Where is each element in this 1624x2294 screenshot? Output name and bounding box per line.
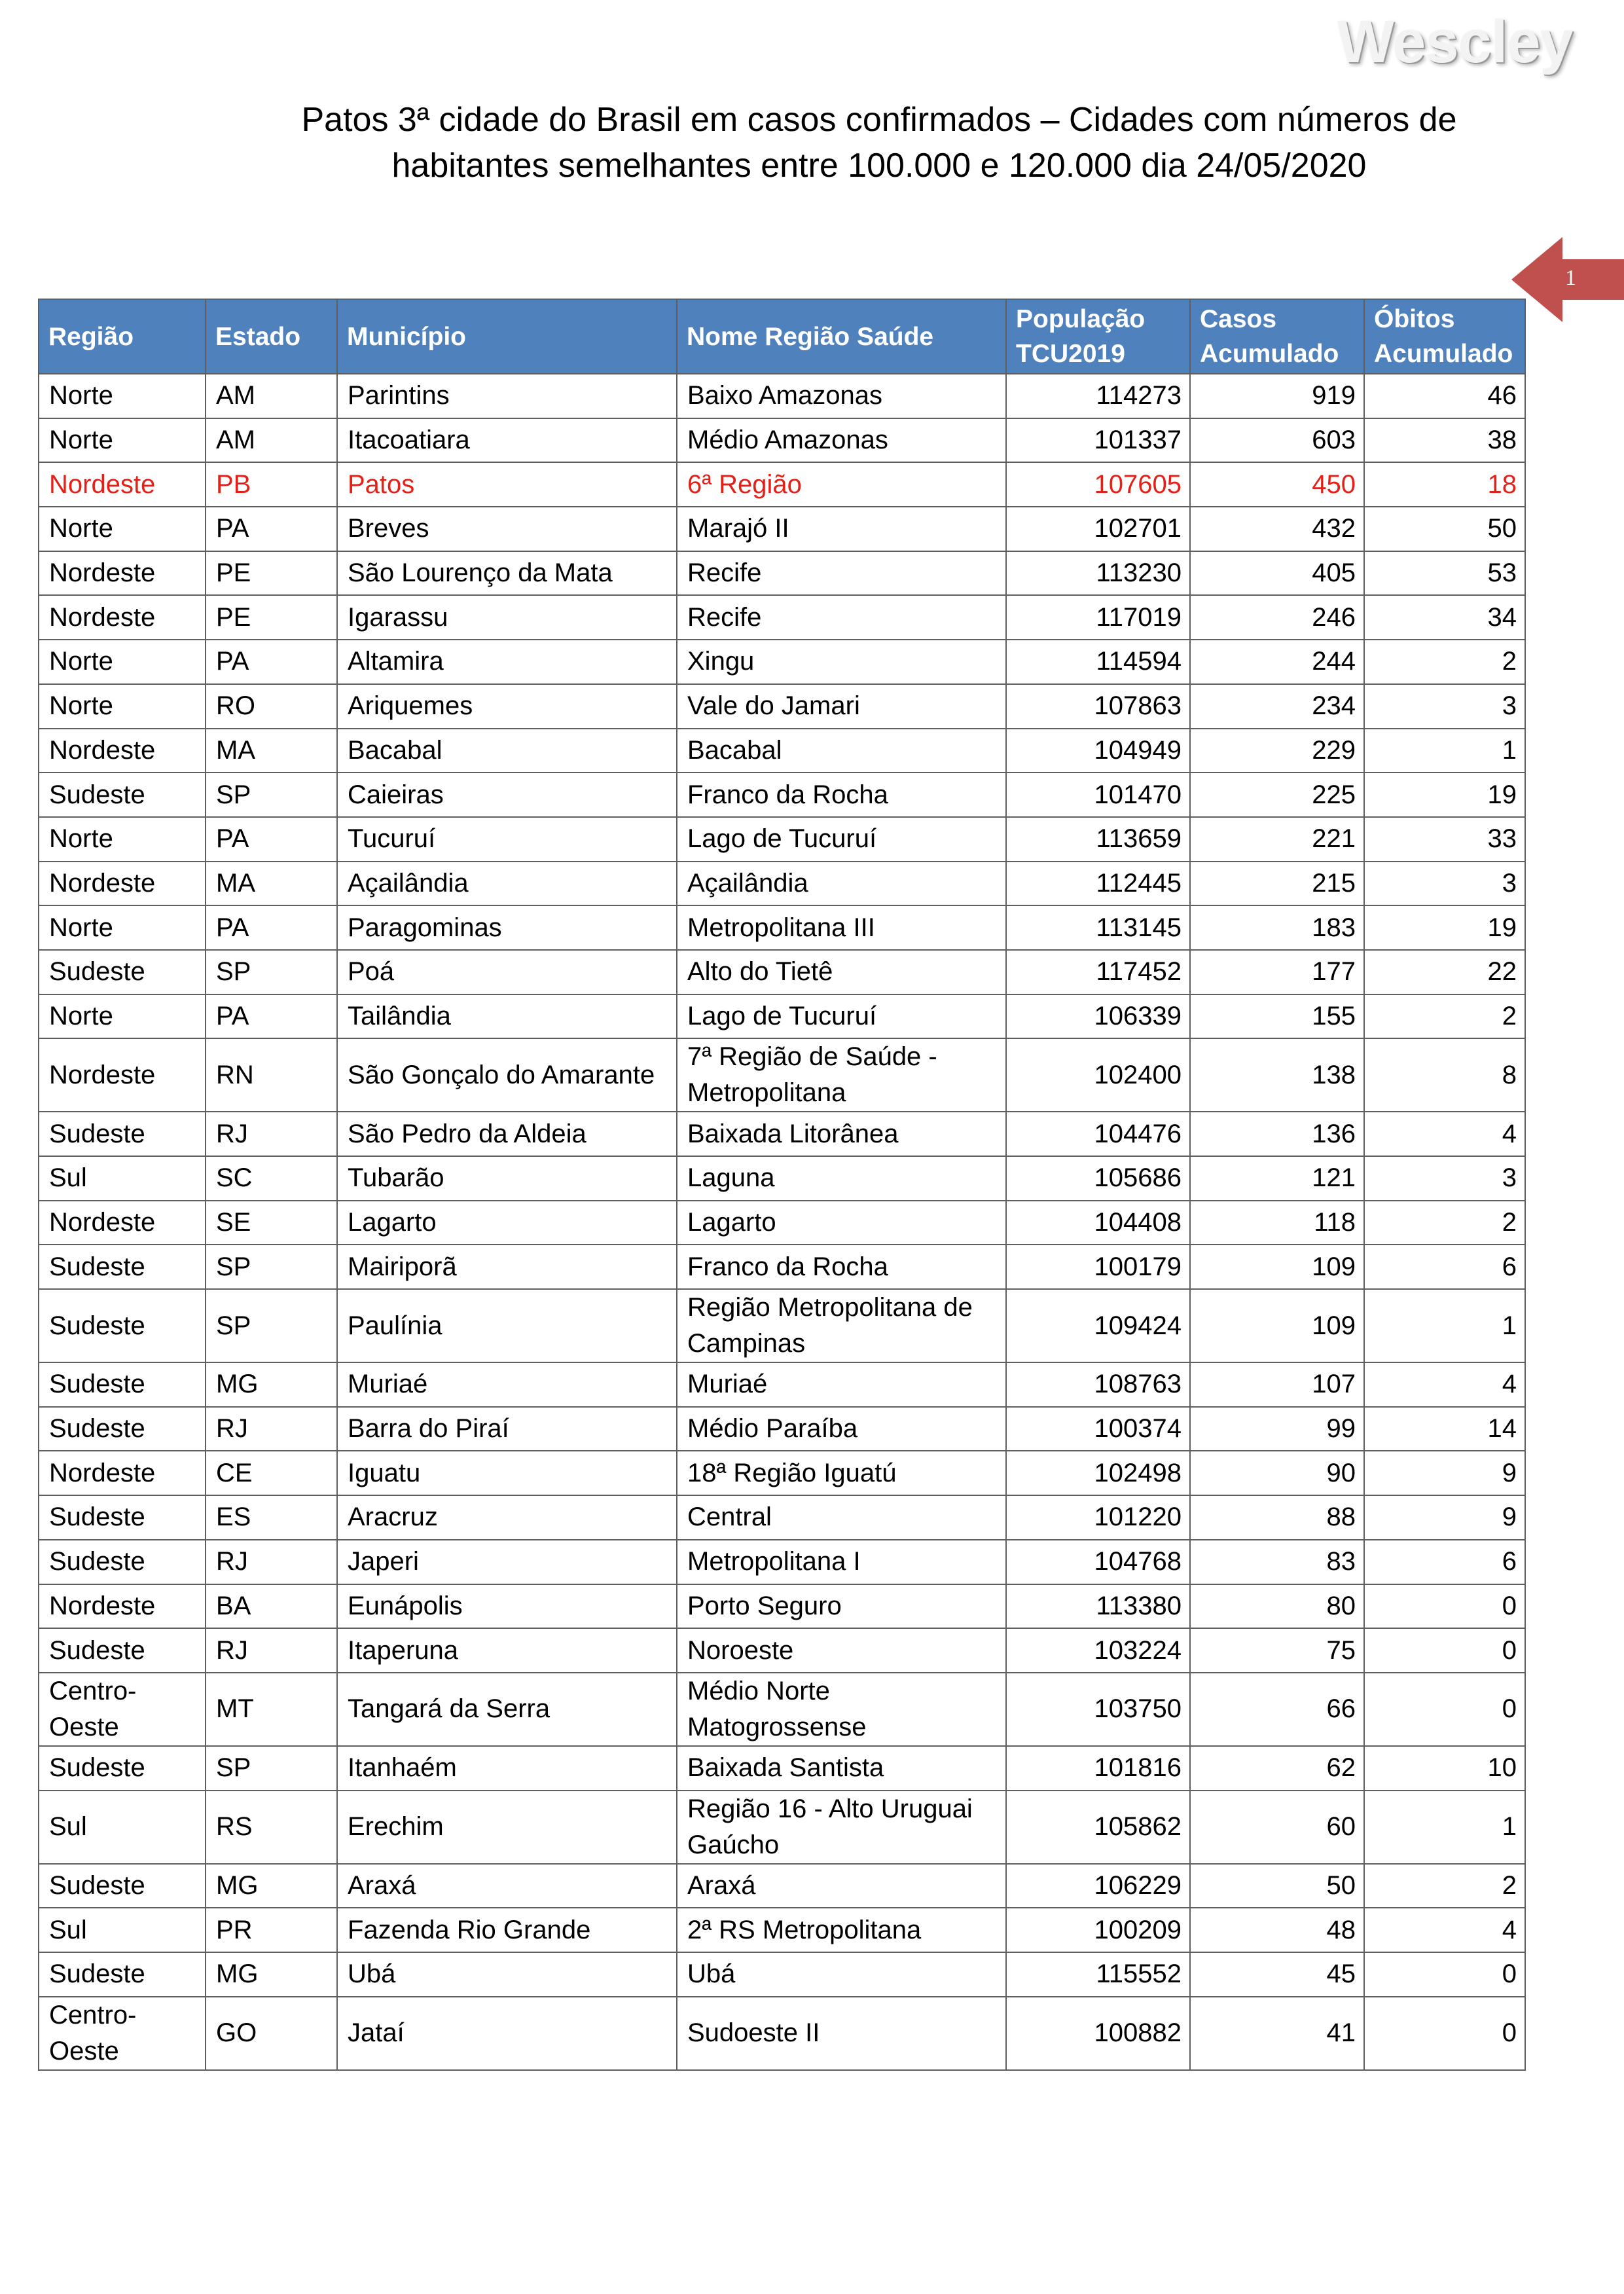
cell-populacao: 104476 — [1006, 1112, 1190, 1156]
cell-estado: PE — [206, 551, 337, 596]
column-header-populacao: População TCU2019 — [1006, 299, 1190, 374]
cell-obitos: 3 — [1364, 862, 1525, 906]
cell-regiao-saude: Xingu — [677, 640, 1006, 684]
cell-municipio: Jataí — [337, 1997, 677, 2070]
cell-municipio: Barra do Piraí — [337, 1407, 677, 1451]
cell-obitos: 53 — [1364, 551, 1525, 596]
cell-populacao: 114594 — [1006, 640, 1190, 684]
page-title — [196, 97, 1562, 189]
cell-populacao: 101816 — [1006, 1746, 1190, 1791]
watermark-logo: Wescley — [1337, 9, 1573, 75]
cell-municipio: Lagarto — [337, 1201, 677, 1245]
cell-municipio: Paragominas — [337, 905, 677, 950]
cell-obitos: 33 — [1364, 817, 1525, 862]
cell-estado: SC — [206, 1156, 337, 1201]
cell-estado: RJ — [206, 1540, 337, 1584]
cell-populacao: 104949 — [1006, 729, 1190, 773]
cell-estado: ES — [206, 1495, 337, 1540]
cell-populacao: 113230 — [1006, 551, 1190, 596]
cell-populacao: 112445 — [1006, 862, 1190, 906]
cell-casos: 603 — [1190, 418, 1364, 463]
cell-casos: 99 — [1190, 1407, 1364, 1451]
cell-casos: 244 — [1190, 640, 1364, 684]
cell-casos: 80 — [1190, 1584, 1364, 1629]
cell-estado: PA — [206, 994, 337, 1039]
page-title-line-1: Patos 3ª cidade do Brasil em casos confirmados – Cidades com números de — [301, 101, 1457, 139]
cell-estado: SE — [206, 1201, 337, 1245]
cell-regiao-saude: Região Metropolitana de Campinas — [677, 1289, 1006, 1362]
cell-municipio: Ubá — [337, 1952, 677, 1997]
table-row — [39, 1540, 1525, 1584]
table-body — [39, 374, 1525, 2070]
cell-regiao: Nordeste — [39, 551, 206, 596]
cell-regiao: Norte — [39, 507, 206, 551]
cell-estado: PB — [206, 462, 337, 507]
cell-estado: PR — [206, 1908, 337, 1952]
cell-estado: SP — [206, 1746, 337, 1791]
cell-municipio: São Lourenço da Mata — [337, 551, 677, 596]
cell-municipio: Tucuruí — [337, 817, 677, 862]
cell-casos: 234 — [1190, 684, 1364, 729]
cell-populacao: 113145 — [1006, 905, 1190, 950]
cell-municipio: Japeri — [337, 1540, 677, 1584]
table-row — [39, 1451, 1525, 1495]
table-row — [39, 1289, 1525, 1362]
cell-casos: 229 — [1190, 729, 1364, 773]
cell-populacao: 107605 — [1006, 462, 1190, 507]
table-row — [39, 374, 1525, 418]
cell-estado: BA — [206, 1584, 337, 1629]
cell-municipio: Altamira — [337, 640, 677, 684]
cell-estado: PA — [206, 507, 337, 551]
cell-casos: 48 — [1190, 1908, 1364, 1952]
cell-populacao: 105862 — [1006, 1791, 1190, 1864]
cell-obitos: 3 — [1364, 1156, 1525, 1201]
cell-municipio: Araxá — [337, 1864, 677, 1908]
cell-regiao-saude: Araxá — [677, 1864, 1006, 1908]
cell-municipio: Eunápolis — [337, 1584, 677, 1629]
cell-regiao-saude: Açailândia — [677, 862, 1006, 906]
cell-municipio: São Gonçalo do Amarante — [337, 1038, 677, 1112]
cell-regiao-saude: Laguna — [677, 1156, 1006, 1201]
table-row — [39, 1628, 1525, 1673]
cell-municipio: Tangará da Serra — [337, 1673, 677, 1746]
column-header-regiao-saude: Nome Região Saúde — [677, 299, 1006, 374]
cell-casos: 45 — [1190, 1952, 1364, 1997]
cell-populacao: 103224 — [1006, 1628, 1190, 1673]
table-row — [39, 595, 1525, 640]
cell-regiao: Nordeste — [39, 1038, 206, 1112]
cell-regiao: Nordeste — [39, 1584, 206, 1629]
cell-obitos: 6 — [1364, 1540, 1525, 1584]
cell-regiao: Norte — [39, 418, 206, 463]
cell-regiao: Norte — [39, 640, 206, 684]
table-row — [39, 1407, 1525, 1451]
table-row — [39, 462, 1525, 507]
cell-regiao-saude: Baixo Amazonas — [677, 374, 1006, 418]
table-row — [39, 507, 1525, 551]
cell-populacao: 103750 — [1006, 1673, 1190, 1746]
cell-casos: 118 — [1190, 1201, 1364, 1245]
cell-populacao: 101220 — [1006, 1495, 1190, 1540]
cell-regiao: Sudeste — [39, 1952, 206, 1997]
cell-populacao: 115552 — [1006, 1952, 1190, 1997]
cell-municipio: Breves — [337, 507, 677, 551]
cell-populacao: 102400 — [1006, 1038, 1190, 1112]
table-row — [39, 950, 1525, 994]
cell-regiao-saude: Médio Norte Matogrossense — [677, 1673, 1006, 1746]
cell-municipio: Itaperuna — [337, 1628, 677, 1673]
cell-populacao: 109424 — [1006, 1289, 1190, 1362]
cell-populacao: 104768 — [1006, 1540, 1190, 1584]
table-row — [39, 862, 1525, 906]
cell-regiao-saude: Marajó II — [677, 507, 1006, 551]
cell-obitos: 2 — [1364, 1201, 1525, 1245]
table-row — [39, 1495, 1525, 1540]
cell-casos: 75 — [1190, 1628, 1364, 1673]
cell-obitos: 3 — [1364, 684, 1525, 729]
cell-populacao: 100374 — [1006, 1407, 1190, 1451]
cell-regiao: Norte — [39, 905, 206, 950]
cell-regiao: Centro-Oeste — [39, 1997, 206, 2070]
cell-regiao-saude: Baixada Santista — [677, 1746, 1006, 1791]
cell-municipio: Mairiporã — [337, 1245, 677, 1289]
cell-estado: SP — [206, 1245, 337, 1289]
cell-municipio: Fazenda Rio Grande — [337, 1908, 677, 1952]
cell-casos: 109 — [1190, 1289, 1364, 1362]
cell-regiao-saude: Metropolitana III — [677, 905, 1006, 950]
cell-regiao-saude: Sudoeste II — [677, 1997, 1006, 2070]
cell-obitos: 0 — [1364, 1628, 1525, 1673]
cell-regiao: Norte — [39, 817, 206, 862]
cell-estado: CE — [206, 1451, 337, 1495]
cell-regiao: Nordeste — [39, 1451, 206, 1495]
cell-populacao: 102498 — [1006, 1451, 1190, 1495]
cell-populacao: 100882 — [1006, 1997, 1190, 2070]
cell-regiao-saude: Médio Paraíba — [677, 1407, 1006, 1451]
cell-regiao-saude: 18ª Região Iguatú — [677, 1451, 1006, 1495]
cell-populacao: 104408 — [1006, 1201, 1190, 1245]
cell-casos: 41 — [1190, 1997, 1364, 2070]
cell-obitos: 50 — [1364, 507, 1525, 551]
cell-municipio: Itacoatiara — [337, 418, 677, 463]
cell-casos: 136 — [1190, 1112, 1364, 1156]
cell-populacao: 100179 — [1006, 1245, 1190, 1289]
cell-casos: 109 — [1190, 1245, 1364, 1289]
table-row — [39, 1112, 1525, 1156]
cell-populacao: 106339 — [1006, 994, 1190, 1039]
cell-municipio: Açailândia — [337, 862, 677, 906]
column-header-obitos: Óbitos Acumulado — [1364, 299, 1525, 374]
cell-municipio: Tailândia — [337, 994, 677, 1039]
cell-obitos: 38 — [1364, 418, 1525, 463]
cell-obitos: 18 — [1364, 462, 1525, 507]
table-row — [39, 817, 1525, 862]
cell-estado: RJ — [206, 1112, 337, 1156]
cell-casos: 177 — [1190, 950, 1364, 994]
cell-regiao: Sudeste — [39, 1407, 206, 1451]
cell-municipio: Patos — [337, 462, 677, 507]
cell-obitos: 34 — [1364, 595, 1525, 640]
cell-obitos: 19 — [1364, 773, 1525, 817]
cell-casos: 66 — [1190, 1673, 1364, 1746]
column-header-regiao: Região — [39, 299, 206, 374]
cell-regiao-saude: Lagarto — [677, 1201, 1006, 1245]
cell-obitos: 1 — [1364, 1791, 1525, 1864]
cell-obitos: 0 — [1364, 1673, 1525, 1746]
cell-regiao: Sul — [39, 1908, 206, 1952]
cell-populacao: 106229 — [1006, 1864, 1190, 1908]
column-header-estado: Estado — [206, 299, 337, 374]
cell-regiao: Nordeste — [39, 462, 206, 507]
cell-regiao: Sul — [39, 1791, 206, 1864]
table-header — [39, 299, 1525, 374]
column-header-casos: Casos Acumulado — [1190, 299, 1364, 374]
cell-populacao: 100209 — [1006, 1908, 1190, 1952]
cell-municipio: Tubarão — [337, 1156, 677, 1201]
table-row — [39, 729, 1525, 773]
cell-estado: SP — [206, 773, 337, 817]
cell-regiao-saude: Central — [677, 1495, 1006, 1540]
cell-obitos: 4 — [1364, 1362, 1525, 1407]
cell-regiao-saude: Metropolitana I — [677, 1540, 1006, 1584]
table-row — [39, 684, 1525, 729]
cell-regiao: Sudeste — [39, 773, 206, 817]
cell-estado: MA — [206, 862, 337, 906]
cell-populacao: 113659 — [1006, 817, 1190, 862]
cell-casos: 107 — [1190, 1362, 1364, 1407]
cell-regiao-saude: Baixada Litorânea — [677, 1112, 1006, 1156]
cell-populacao: 117452 — [1006, 950, 1190, 994]
cell-municipio: Igarassu — [337, 595, 677, 640]
table-row — [39, 773, 1525, 817]
cell-regiao-saude: Franco da Rocha — [677, 773, 1006, 817]
cell-estado: SP — [206, 1289, 337, 1362]
cell-estado: RJ — [206, 1407, 337, 1451]
table-row — [39, 905, 1525, 950]
cell-obitos: 46 — [1364, 374, 1525, 418]
cell-obitos: 8 — [1364, 1038, 1525, 1112]
cell-obitos: 0 — [1364, 1997, 1525, 2070]
cell-obitos: 2 — [1364, 640, 1525, 684]
cell-estado: PA — [206, 640, 337, 684]
cell-regiao: Sudeste — [39, 1495, 206, 1540]
cell-casos: 83 — [1190, 1540, 1364, 1584]
cell-regiao: Sudeste — [39, 950, 206, 994]
cell-casos: 50 — [1190, 1864, 1364, 1908]
cell-regiao: Nordeste — [39, 862, 206, 906]
cell-regiao-saude: Lago de Tucuruí — [677, 817, 1006, 862]
cell-regiao: Sudeste — [39, 1362, 206, 1407]
cell-regiao: Sudeste — [39, 1289, 206, 1362]
cell-estado: RJ — [206, 1628, 337, 1673]
cell-estado: RN — [206, 1038, 337, 1112]
table-row — [39, 1584, 1525, 1629]
table-row — [39, 1201, 1525, 1245]
cell-regiao-saude: 2ª RS Metropolitana — [677, 1908, 1006, 1952]
cell-obitos: 1 — [1364, 1289, 1525, 1362]
cell-regiao-saude: Muriaé — [677, 1362, 1006, 1407]
cell-casos: 432 — [1190, 507, 1364, 551]
cell-regiao: Nordeste — [39, 729, 206, 773]
cell-regiao-saude: 7ª Região de Saúde - Metropolitana — [677, 1038, 1006, 1112]
cell-populacao: 113380 — [1006, 1584, 1190, 1629]
cell-municipio: Poá — [337, 950, 677, 994]
cell-regiao: Sudeste — [39, 1245, 206, 1289]
table-row — [39, 1746, 1525, 1791]
cell-obitos: 10 — [1364, 1746, 1525, 1791]
cell-estado: MT — [206, 1673, 337, 1746]
table-row — [39, 1156, 1525, 1201]
cell-estado: RO — [206, 684, 337, 729]
cell-casos: 90 — [1190, 1451, 1364, 1495]
cell-regiao: Nordeste — [39, 595, 206, 640]
cell-populacao: 102701 — [1006, 507, 1190, 551]
cell-regiao-saude: Ubá — [677, 1952, 1006, 1997]
cell-estado: AM — [206, 418, 337, 463]
cell-populacao: 101337 — [1006, 418, 1190, 463]
cell-casos: 405 — [1190, 551, 1364, 596]
cell-casos: 215 — [1190, 862, 1364, 906]
table-row — [39, 994, 1525, 1039]
cell-regiao-saude: Recife — [677, 595, 1006, 640]
cell-populacao: 114273 — [1006, 374, 1190, 418]
table-row — [39, 1245, 1525, 1289]
cell-casos: 919 — [1190, 374, 1364, 418]
cell-estado: MG — [206, 1952, 337, 1997]
cell-regiao-saude: 6ª Região — [677, 462, 1006, 507]
cell-obitos: 4 — [1364, 1908, 1525, 1952]
cell-casos: 183 — [1190, 905, 1364, 950]
cell-casos: 450 — [1190, 462, 1364, 507]
table-row — [39, 1362, 1525, 1407]
table-row — [39, 1791, 1525, 1864]
cell-municipio: Bacabal — [337, 729, 677, 773]
cell-regiao: Nordeste — [39, 1201, 206, 1245]
cell-regiao: Sudeste — [39, 1540, 206, 1584]
cell-obitos: 22 — [1364, 950, 1525, 994]
table-row — [39, 551, 1525, 596]
cell-regiao: Sudeste — [39, 1112, 206, 1156]
cell-municipio: Caieiras — [337, 773, 677, 817]
cell-municipio: Erechim — [337, 1791, 677, 1864]
table-header-row — [39, 299, 1525, 374]
table-row — [39, 1908, 1525, 1952]
cell-regiao-saude: Lago de Tucuruí — [677, 994, 1006, 1039]
cell-casos: 246 — [1190, 595, 1364, 640]
cell-populacao: 101470 — [1006, 773, 1190, 817]
cell-populacao: 117019 — [1006, 595, 1190, 640]
cell-estado: MG — [206, 1864, 337, 1908]
cell-obitos: 9 — [1364, 1495, 1525, 1540]
cell-obitos: 9 — [1364, 1451, 1525, 1495]
cell-regiao: Centro-Oeste — [39, 1673, 206, 1746]
cell-regiao: Norte — [39, 994, 206, 1039]
cities-table — [38, 299, 1526, 2071]
cell-estado: MG — [206, 1362, 337, 1407]
cell-municipio: São Pedro da Aldeia — [337, 1112, 677, 1156]
cell-casos: 62 — [1190, 1746, 1364, 1791]
cell-casos: 88 — [1190, 1495, 1364, 1540]
cell-regiao-saude: Alto do Tietê — [677, 950, 1006, 994]
cell-obitos: 14 — [1364, 1407, 1525, 1451]
cell-estado: SP — [206, 950, 337, 994]
cell-populacao: 108763 — [1006, 1362, 1190, 1407]
cell-regiao-saude: Médio Amazonas — [677, 418, 1006, 463]
table-row — [39, 1673, 1525, 1746]
cell-regiao: Sudeste — [39, 1628, 206, 1673]
cell-populacao: 107863 — [1006, 684, 1190, 729]
cell-regiao-saude: Noroeste — [677, 1628, 1006, 1673]
table-row — [39, 1038, 1525, 1112]
cell-obitos: 1 — [1364, 729, 1525, 773]
cell-regiao: Sul — [39, 1156, 206, 1201]
cell-regiao-saude: Vale do Jamari — [677, 684, 1006, 729]
cell-regiao-saude: Recife — [677, 551, 1006, 596]
cell-municipio: Muriaé — [337, 1362, 677, 1407]
cell-estado: PA — [206, 817, 337, 862]
page-title-line-2: habitantes semelhantes entre 100.000 e 120.000 dia 24/05/2020 — [391, 147, 1367, 185]
cell-municipio: Itanhaém — [337, 1746, 677, 1791]
cell-obitos: 0 — [1364, 1952, 1525, 1997]
cell-municipio: Paulínia — [337, 1289, 677, 1362]
cell-casos: 155 — [1190, 994, 1364, 1039]
cell-regiao-saude: Bacabal — [677, 729, 1006, 773]
cell-casos: 221 — [1190, 817, 1364, 862]
cell-estado: AM — [206, 374, 337, 418]
cell-regiao-saude: Franco da Rocha — [677, 1245, 1006, 1289]
cell-municipio: Iguatu — [337, 1451, 677, 1495]
cell-regiao: Norte — [39, 374, 206, 418]
cell-regiao-saude: Porto Seguro — [677, 1584, 1006, 1629]
cell-casos: 225 — [1190, 773, 1364, 817]
cell-regiao-saude: Região 16 - Alto Uruguai Gaúcho — [677, 1791, 1006, 1864]
cell-estado: PE — [206, 595, 337, 640]
page-marker-number: 1 — [1565, 266, 1576, 290]
cell-regiao: Norte — [39, 684, 206, 729]
cell-obitos: 4 — [1364, 1112, 1525, 1156]
cell-regiao: Sudeste — [39, 1864, 206, 1908]
table-row — [39, 1864, 1525, 1908]
cell-obitos: 19 — [1364, 905, 1525, 950]
cell-casos: 60 — [1190, 1791, 1364, 1864]
cell-estado: PA — [206, 905, 337, 950]
table-row — [39, 418, 1525, 463]
cell-obitos: 2 — [1364, 994, 1525, 1039]
cell-estado: RS — [206, 1791, 337, 1864]
cell-municipio: Ariquemes — [337, 684, 677, 729]
cell-regiao: Sudeste — [39, 1746, 206, 1791]
cell-obitos: 6 — [1364, 1245, 1525, 1289]
cell-obitos: 2 — [1364, 1864, 1525, 1908]
cell-casos: 138 — [1190, 1038, 1364, 1112]
column-header-municipio: Município — [337, 299, 677, 374]
cell-estado: GO — [206, 1997, 337, 2070]
table-row — [39, 1997, 1525, 2070]
cell-obitos: 0 — [1364, 1584, 1525, 1629]
cell-municipio: Aracruz — [337, 1495, 677, 1540]
cell-municipio: Parintins — [337, 374, 677, 418]
cell-populacao: 105686 — [1006, 1156, 1190, 1201]
cell-estado: MA — [206, 729, 337, 773]
table-row — [39, 640, 1525, 684]
cell-casos: 121 — [1190, 1156, 1364, 1201]
table-row — [39, 1952, 1525, 1997]
